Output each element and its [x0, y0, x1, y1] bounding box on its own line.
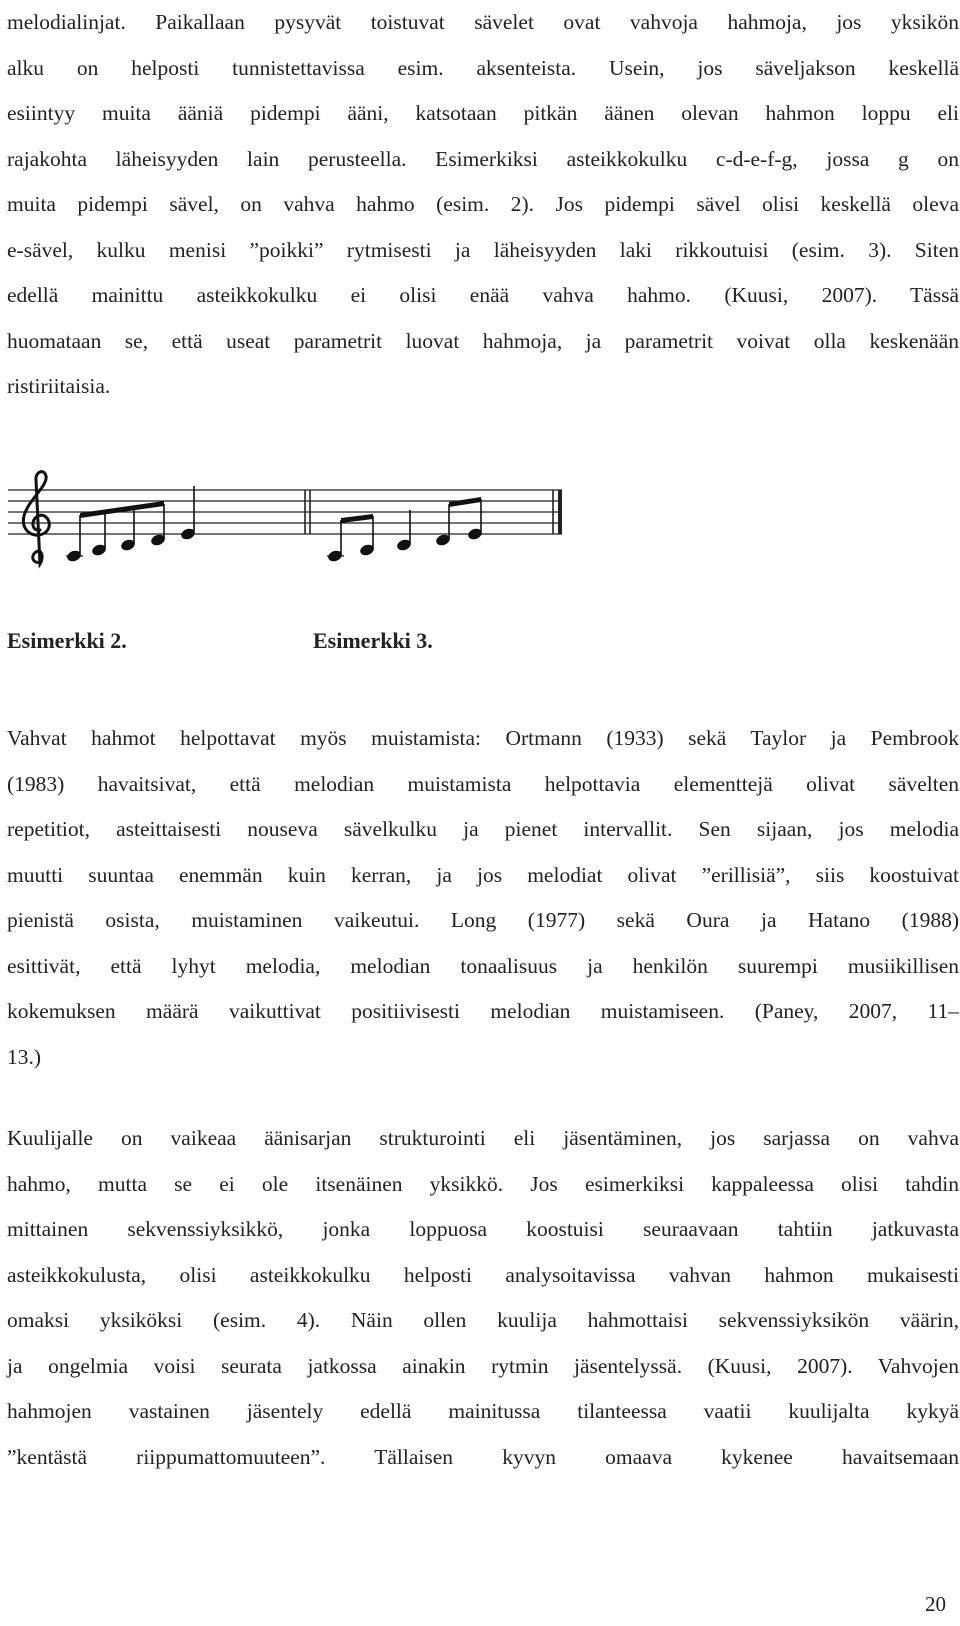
text-line: esiintyy muita ääniä pidempi ääni, katsotaan pitkän äänen olevan hahmon loppu eli [7, 101, 959, 125]
paragraph-2 [7, 716, 959, 1080]
text-line: (1983) havaitsivat, että melodian muistamista helpottavia elementtejä olivat sävelten [7, 771, 959, 796]
text-line: asteikkokulusta, olisi asteikkokulku helposti analysoitavissa vahvan hahmon mukaisesti [7, 1262, 959, 1287]
text-line: muutti suuntaa enemmän kuin kerran, ja jos melodiat olivat ”erillisiä”, siis koostuivat [7, 862, 959, 887]
caption-example-2: Esimerkki 2. [7, 628, 127, 653]
text-line: ristiriitaisia. [7, 374, 111, 398]
beam [449, 497, 481, 507]
text-line: huomataan se, että useat parametrit luovat hahmoja, ja parametrit voivat olla keskenään [7, 328, 959, 353]
text-line: kokemuksen määrä vaikuttivat positiivisesti melodian muistamiseen. (Paney, 2007, 11– [7, 999, 959, 1023]
paragraph-3 [7, 1116, 959, 1480]
caption-example-3: Esimerkki 3. [313, 628, 433, 653]
text-line: ja ongelmia voisi seurata jatkossa ainakin rytmin jäsentelyssä. (Kuusi, 2007). Vahvojen [7, 1353, 959, 1378]
text-line: edellä mainittu asteikkokulku ei olisi enää vahva hahmo. (Kuusi, 2007). Tässä [7, 283, 959, 307]
text-line: pienistä osista, muistaminen vaikeutui. Long (1977) sekä Oura ja Hatano (1988) [7, 908, 959, 932]
music-notation-figure [0, 460, 580, 580]
text-line: hahmojen vastainen jäsentely edellä mainitussa tilanteessa vaatii kuulijalta kykyä [7, 1399, 959, 1423]
text-line: melodialinjat. Paikallaan pysyvät toistuvat sävelet ovat vahvoja hahmoja, jos yksikön [7, 10, 959, 34]
text-line: e-sävel, kulku menisi ”poikki” rytmisesti ja läheisyyden laki rikkoutuisi (esim. 3). Siten [7, 237, 959, 262]
text-line: alku on helposti tunnistettavissa esim. aksenteista. Usein, jos säveljakson keskellä [7, 55, 959, 80]
text-line: ”kentästä riippumattomuuteen”. Tällaisen kyvyn omaava kykenee havaitsemaan [7, 1444, 959, 1469]
text-line: repetitiot, asteittaisesti nouseva sävelkulku ja pienet intervallit. Sen sijaan, jos melodia [7, 817, 959, 841]
text-line: Vahvat hahmot helpottavat myös muistamista: Ortmann (1933) sekä Taylor ja Pembrook [7, 726, 959, 750]
text-line: mittainen sekvenssiyksikkö, jonka loppuosa koostuisi seuraavaan tahtiin jatkuvasta [7, 1217, 959, 1241]
text-line: hahmo, mutta se ei ole itsenäinen yksikkö. Jos esimerkiksi kappaleessa olisi tahdin [7, 1171, 959, 1196]
text-line: muita pidempi sävel, on vahva hahmo (esim. 2). Jos pidempi sävel olisi keskellä oleva [7, 192, 959, 216]
treble-clef-icon [23, 472, 49, 564]
text-line: 13.) [7, 1044, 42, 1069]
text-line: Kuulijalle on vaikeaa äänisarjan strukturointi eli jäsentäminen, jos sarjassa on vahva [7, 1126, 959, 1150]
beam [341, 514, 373, 523]
example-2-notes [66, 486, 197, 563]
paragraph-1 [7, 0, 959, 410]
text-line: esittivät, että lyhyt melodia, melodian tonaalisuus ja henkilön suurempi musiikillisen [7, 953, 959, 978]
page-number: 20 [925, 1592, 946, 1616]
text-line: rajakohta läheisyyden lain perusteella. Esimerkiksi asteikkokulku c-d-e-f-g, jossa g on [7, 146, 959, 171]
beam [80, 501, 164, 518]
text-line: omaksi yksiköksi (esim. 4). Näin ollen kuulija hahmottaisi sekvenssiyksikön väärin, [7, 1308, 959, 1332]
example-3-notes [327, 497, 484, 563]
